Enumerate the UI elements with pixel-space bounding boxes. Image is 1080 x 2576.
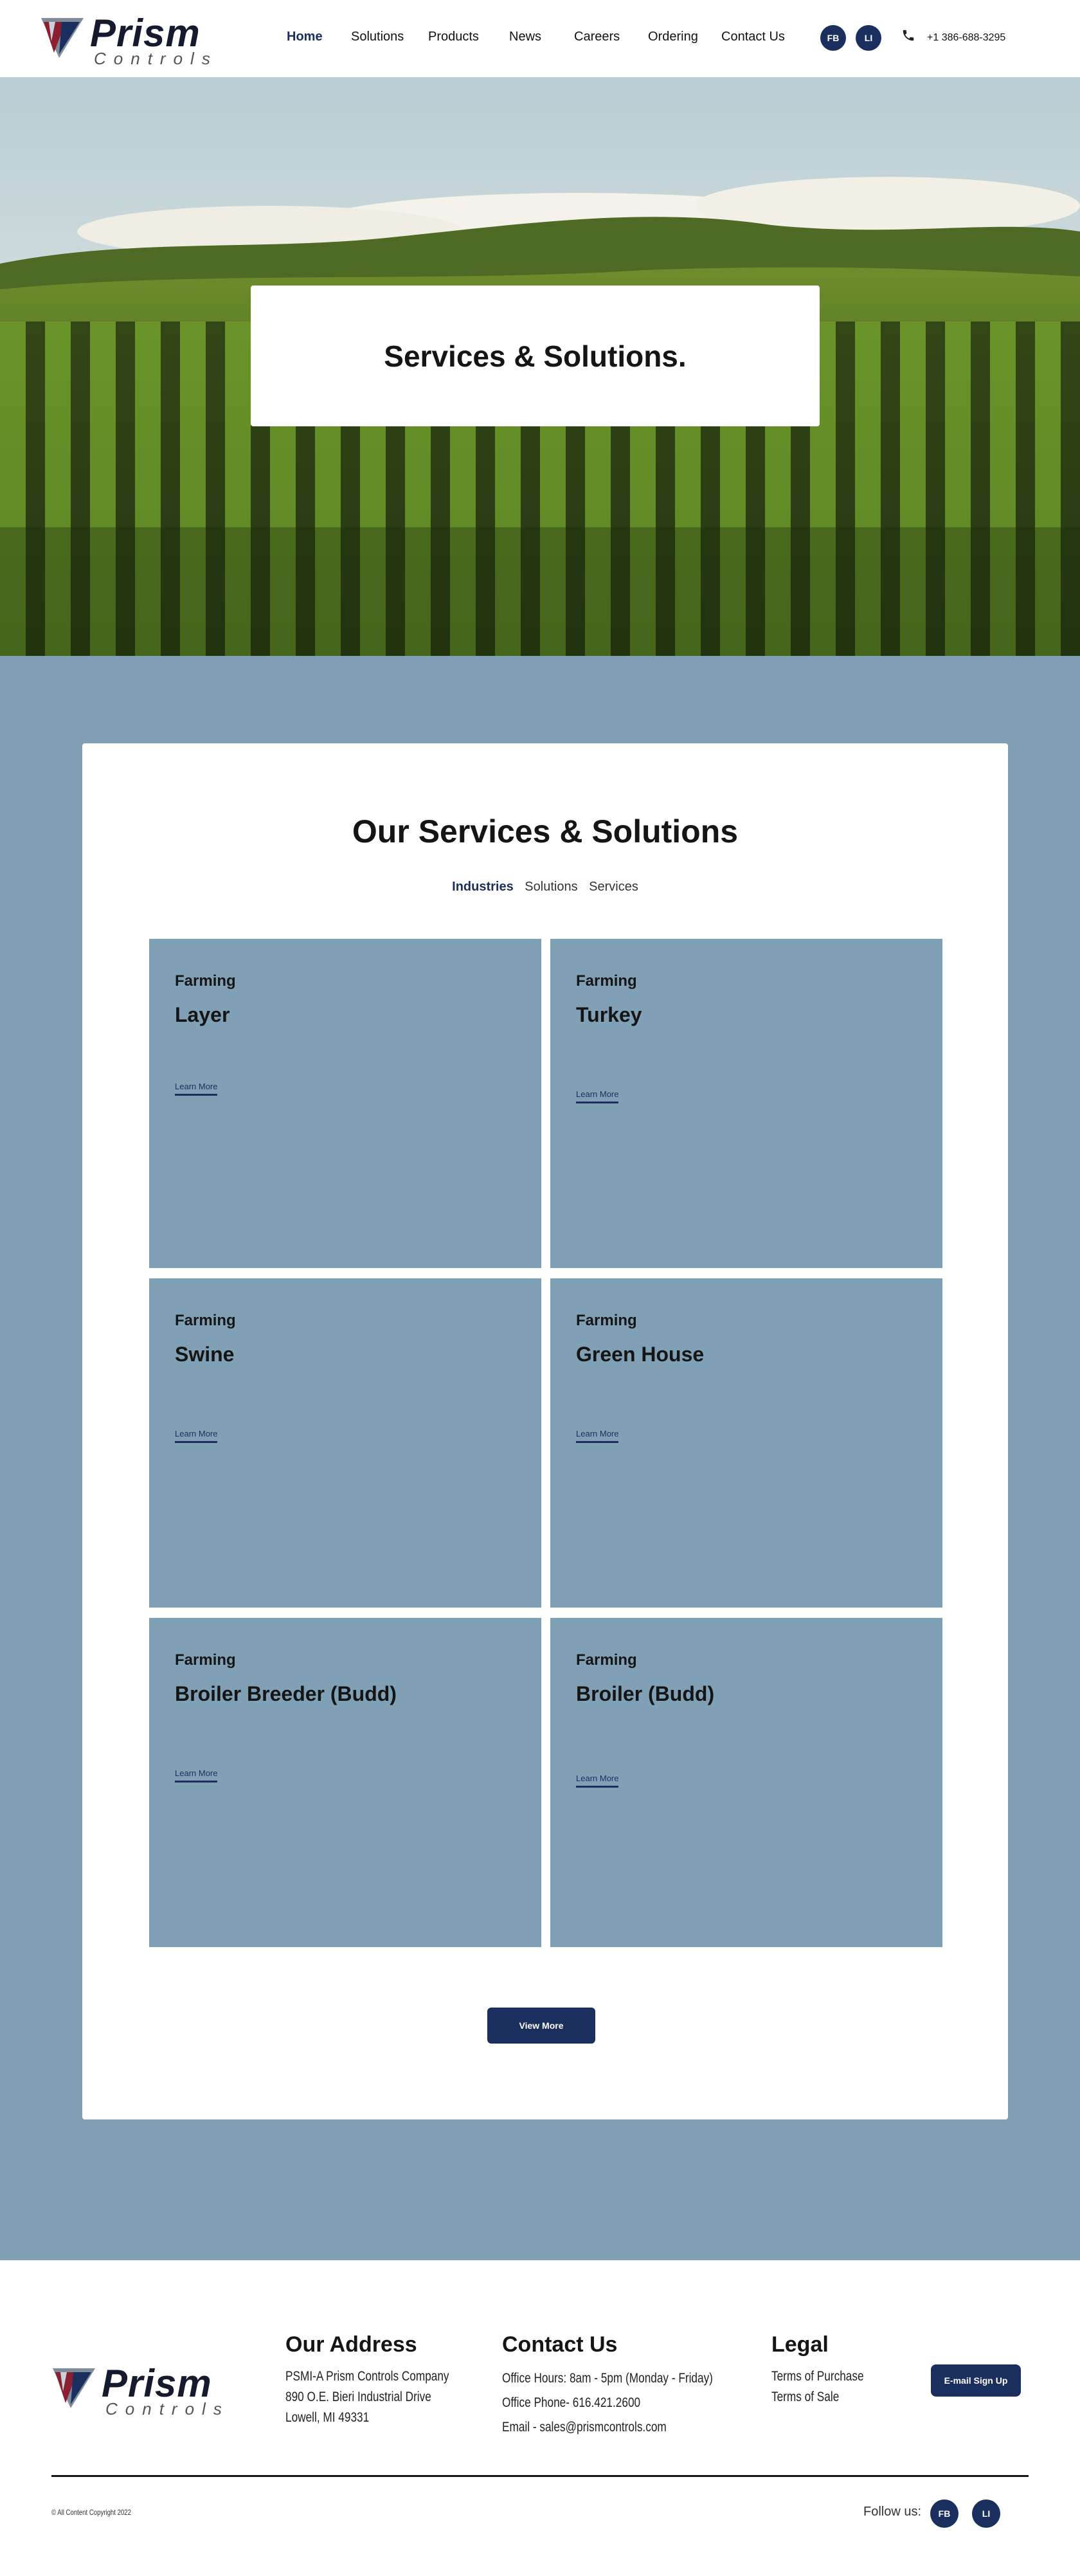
footer-address — [285, 2332, 485, 2428]
email-signup-button[interactable]: E-mail Sign Up — [931, 2364, 1021, 2397]
card-title: Turkey — [576, 1003, 642, 1026]
card-category: Farming — [576, 1651, 637, 1669]
learn-more-link[interactable]: Learn More — [175, 1429, 217, 1443]
footer-contact — [502, 2332, 759, 2440]
legal-heading: Legal — [771, 2332, 829, 2357]
prism-logo-icon — [51, 2366, 96, 2411]
phone-icon — [901, 28, 915, 42]
card-category: Farming — [576, 972, 637, 990]
services-panel — [82, 743, 1008, 2119]
follow-us-label: Follow us: — [863, 2505, 922, 2519]
site-footer — [0, 2260, 1080, 2576]
tab-services[interactable]: Services — [589, 880, 638, 894]
hero-title: Services & Solutions. — [384, 339, 687, 373]
card-title: Green House — [576, 1343, 705, 1366]
contact-hours: Office Hours: 8am - 5pm (Monday - Friday) — [502, 2371, 713, 2386]
copyright-text: © All Content Copyright 2022 — [51, 2508, 131, 2517]
tab-industries[interactable]: Industries — [452, 880, 514, 894]
card-category: Farming — [175, 1312, 236, 1329]
footer-divider — [51, 2475, 1029, 2477]
nav-careers[interactable]: Careers — [574, 30, 620, 44]
contact-email[interactable]: Email - sales@prismcontrols.com — [502, 2420, 667, 2435]
address-line: 890 O.E. Bieri Industrial Drive — [285, 2390, 431, 2404]
terms-of-purchase-link[interactable]: Terms of Purchase — [771, 2369, 864, 2384]
learn-more-link[interactable]: Learn More — [175, 1768, 217, 1782]
nav-home[interactable]: Home — [287, 30, 323, 44]
logo-tagline: Controls — [105, 2399, 230, 2418]
footer-logo[interactable] — [51, 2362, 230, 2418]
learn-more-link[interactable]: Learn More — [576, 1089, 618, 1103]
service-card-green-house[interactable] — [550, 1278, 942, 1608]
phone-contact[interactable] — [901, 28, 1030, 46]
site-header — [0, 0, 1080, 77]
card-title: Broiler (Budd) — [576, 1682, 715, 1705]
card-category: Farming — [576, 1312, 637, 1329]
footer-legal — [771, 2332, 884, 2408]
service-card-broiler[interactable] — [550, 1618, 942, 1947]
card-title: Layer — [175, 1003, 230, 1026]
hero-title-card — [251, 286, 820, 426]
linkedin-button[interactable]: LI — [856, 25, 881, 51]
phone-number: +1 386-688-3295 — [927, 32, 1006, 43]
service-card-broiler-breeder[interactable] — [149, 1618, 541, 1947]
nav-news[interactable]: News — [509, 30, 542, 44]
nav-solutions[interactable]: Solutions — [351, 30, 404, 44]
logo-wordmark: Prism — [90, 12, 201, 55]
service-card-swine[interactable] — [149, 1278, 541, 1608]
learn-more-link[interactable]: Learn More — [175, 1082, 217, 1096]
address-heading: Our Address — [285, 2332, 417, 2357]
contact-phone[interactable]: Office Phone- 616.421.2600 — [502, 2395, 641, 2410]
nav-contact-us[interactable]: Contact Us — [721, 30, 785, 44]
learn-more-link[interactable]: Learn More — [576, 1429, 618, 1443]
logo-wordmark: Prism — [102, 2362, 212, 2405]
services-title: Our Services & Solutions — [352, 813, 739, 849]
contact-heading: Contact Us — [502, 2332, 618, 2357]
footer-linkedin-button[interactable]: LI — [972, 2499, 1000, 2528]
services-tabs — [82, 880, 1008, 894]
footer-facebook-button[interactable]: FB — [930, 2499, 959, 2528]
nav-ordering[interactable]: Ordering — [648, 30, 698, 44]
card-title: Swine — [175, 1343, 235, 1366]
card-title: Broiler Breeder (Budd) — [175, 1682, 397, 1705]
card-category: Farming — [175, 1651, 236, 1669]
terms-of-sale-link[interactable]: Terms of Sale — [771, 2390, 840, 2404]
services-section — [0, 656, 1080, 2260]
service-card-turkey[interactable] — [550, 939, 942, 1268]
view-more-button[interactable]: View More — [487, 2008, 595, 2044]
card-category: Farming — [175, 972, 236, 990]
hero-banner — [0, 77, 1080, 656]
nav-products[interactable]: Products — [428, 30, 479, 44]
learn-more-link[interactable]: Learn More — [576, 1773, 618, 1788]
address-line: Lowell, MI 49331 — [285, 2410, 370, 2425]
tab-solutions[interactable]: Solutions — [525, 880, 578, 894]
address-line: PSMI-A Prism Controls Company — [285, 2369, 449, 2384]
facebook-button[interactable]: FB — [820, 25, 846, 51]
logo-tagline: Controls — [94, 49, 218, 68]
service-card-layer[interactable] — [149, 939, 541, 1268]
